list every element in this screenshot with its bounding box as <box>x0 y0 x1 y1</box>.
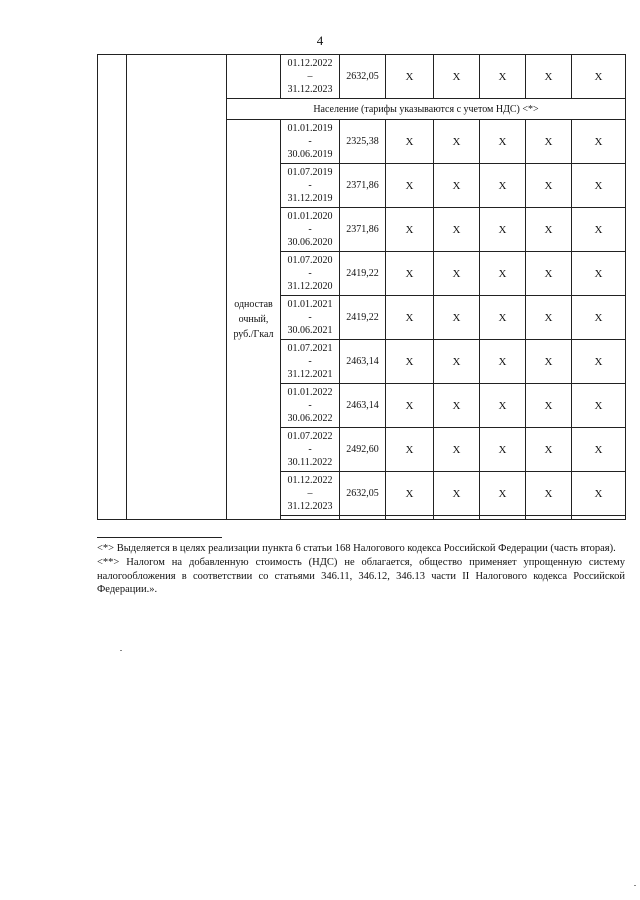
x-mark-cell: Х <box>434 296 480 340</box>
period-cell <box>281 428 340 472</box>
unit-label-line: одностав <box>234 299 273 310</box>
page-number: 4 <box>316 33 324 48</box>
period-cell <box>281 252 340 296</box>
x-mark-cell: Х <box>526 55 572 99</box>
period-start: 01.01.2022 <box>287 387 333 398</box>
x-mark-cell: Х <box>480 208 526 252</box>
tariff-table <box>97 54 626 520</box>
x-mark-cell: Х <box>572 384 626 428</box>
x-mark-cell: Х <box>434 252 480 296</box>
price-cell: 2463,14 <box>340 384 386 428</box>
period-cell <box>281 340 340 384</box>
x-mark-cell: Х <box>572 208 626 252</box>
x-mark-cell: Х <box>480 384 526 428</box>
period-end: 31.12.2023 <box>287 84 333 95</box>
period-cell <box>281 384 340 428</box>
x-mark-cell: Х <box>526 120 572 164</box>
x-mark-cell: Х <box>386 208 434 252</box>
period-dash: – <box>307 488 313 499</box>
period-end: 31.12.2020 <box>287 281 333 292</box>
price-cell: 2371,86 <box>340 208 386 252</box>
x-mark-cell: Х <box>386 296 434 340</box>
period-start: 01.07.2021 <box>287 343 333 354</box>
table-row <box>98 55 626 99</box>
period-start: 01.12.2022 <box>287 475 333 486</box>
x-mark-cell: Х <box>434 428 480 472</box>
x-mark-cell: Х <box>434 164 480 208</box>
x-mark-cell: Х <box>386 472 434 516</box>
x-mark-cell: Х <box>572 428 626 472</box>
period-dash: - <box>308 444 312 455</box>
period-end: 30.11.2022 <box>287 457 333 468</box>
empty-cell <box>281 516 340 520</box>
period-dash: – <box>307 71 313 82</box>
period-dash: - <box>308 400 312 411</box>
x-mark-cell: Х <box>434 55 480 99</box>
period-end: 30.06.2021 <box>287 325 333 336</box>
x-mark-cell: Х <box>434 340 480 384</box>
empty-cell <box>127 55 227 520</box>
x-mark-cell: Х <box>526 340 572 384</box>
x-mark-cell: Х <box>386 164 434 208</box>
x-mark-cell: Х <box>434 384 480 428</box>
x-mark-cell: Х <box>572 55 626 99</box>
x-mark-cell: Х <box>434 120 480 164</box>
x-mark-cell: Х <box>480 252 526 296</box>
period-start: 01.01.2020 <box>287 211 333 222</box>
x-mark-cell: Х <box>480 472 526 516</box>
x-mark-cell: Х <box>526 428 572 472</box>
period-dash: - <box>308 312 312 323</box>
period-end: 31.12.2023 <box>287 501 333 512</box>
x-mark-cell: Х <box>386 252 434 296</box>
price-cell: 2463,14 <box>340 340 386 384</box>
price-cell: 2419,22 <box>340 252 386 296</box>
period-cell <box>281 55 340 99</box>
period-end: 30.06.2020 <box>287 237 333 248</box>
period-dash: - <box>308 180 312 191</box>
x-mark-cell: Х <box>480 55 526 99</box>
x-mark-cell: Х <box>480 164 526 208</box>
price-cell: 2632,05 <box>340 55 386 99</box>
x-mark-cell: Х <box>526 384 572 428</box>
x-mark-cell: Х <box>526 472 572 516</box>
unit-label-line: очный, <box>238 314 269 325</box>
x-mark-cell: Х <box>526 164 572 208</box>
x-mark-cell: Х <box>386 55 434 99</box>
period-start: 01.12.2022 <box>287 58 333 69</box>
period-start: 01.07.2022 <box>287 431 333 442</box>
x-mark-cell: Х <box>480 428 526 472</box>
footnotes <box>97 542 625 598</box>
period-cell <box>281 120 340 164</box>
period-start: 01.07.2020 <box>287 255 333 266</box>
empty-cell <box>434 516 480 520</box>
unit-cell <box>227 120 281 520</box>
period-cell <box>281 296 340 340</box>
empty-cell <box>386 516 434 520</box>
empty-cell <box>227 55 281 99</box>
x-mark-cell: Х <box>572 472 626 516</box>
x-mark-cell: Х <box>572 296 626 340</box>
x-mark-cell: Х <box>386 384 434 428</box>
footnote-divider <box>97 537 222 538</box>
x-mark-cell: Х <box>434 208 480 252</box>
x-mark-cell: Х <box>434 472 480 516</box>
price-cell: 2492,60 <box>340 428 386 472</box>
period-end: 30.06.2019 <box>287 149 333 160</box>
empty-cell <box>340 516 386 520</box>
empty-cell <box>572 516 626 520</box>
x-mark-cell: Х <box>572 252 626 296</box>
x-mark-cell: Х <box>526 252 572 296</box>
x-mark-cell: Х <box>386 340 434 384</box>
x-mark-cell: Х <box>526 296 572 340</box>
period-cell <box>281 472 340 516</box>
x-mark-cell: Х <box>480 340 526 384</box>
price-cell: 2325,38 <box>340 120 386 164</box>
empty-cell <box>98 55 127 520</box>
scan-artifact <box>120 650 122 651</box>
period-start: 01.01.2021 <box>287 299 333 310</box>
empty-cell <box>480 516 526 520</box>
period-end: 31.12.2019 <box>287 193 333 204</box>
section-header: Население (тарифы указываются с учетом НДС) <*> <box>227 99 626 120</box>
period-start: 01.07.2019 <box>287 167 333 178</box>
x-mark-cell: Х <box>386 120 434 164</box>
x-mark-cell: Х <box>386 428 434 472</box>
footnote-vat: <*> Выделяется в целях реализации пункта 6 статьи 168 Налогового кодекса Российской Федерации (часть вторая). <box>97 543 616 554</box>
footnote-no-vat: <**> Налогом на добавленную стоимость (НДС) не облагается, общество применяет упрощенную систему налогообложения в соответствии со статьями 346.11, 346.12, 346.13 части II Налогового кодекса Российской Федерации.». <box>97 557 625 596</box>
x-mark-cell: Х <box>572 164 626 208</box>
period-dash: - <box>308 356 312 367</box>
x-mark-cell: Х <box>480 120 526 164</box>
period-end: 31.12.2021 <box>287 369 333 380</box>
period-dash: - <box>308 268 312 279</box>
period-cell <box>281 164 340 208</box>
x-mark-cell: Х <box>572 120 626 164</box>
x-mark-cell: Х <box>480 296 526 340</box>
x-mark-cell: Х <box>572 340 626 384</box>
period-end: 30.06.2022 <box>287 413 333 424</box>
x-mark-cell: Х <box>526 208 572 252</box>
price-cell: 2419,22 <box>340 296 386 340</box>
period-dash: - <box>308 224 312 235</box>
unit-label-line: руб./Гкал <box>233 329 274 340</box>
period-cell <box>281 208 340 252</box>
empty-cell <box>526 516 572 520</box>
scan-artifact <box>634 885 636 886</box>
price-cell: 2632,05 <box>340 472 386 516</box>
price-cell: 2371,86 <box>340 164 386 208</box>
period-dash: - <box>308 136 312 147</box>
tariff-table-body <box>98 55 626 520</box>
period-start: 01.01.2019 <box>287 123 333 134</box>
